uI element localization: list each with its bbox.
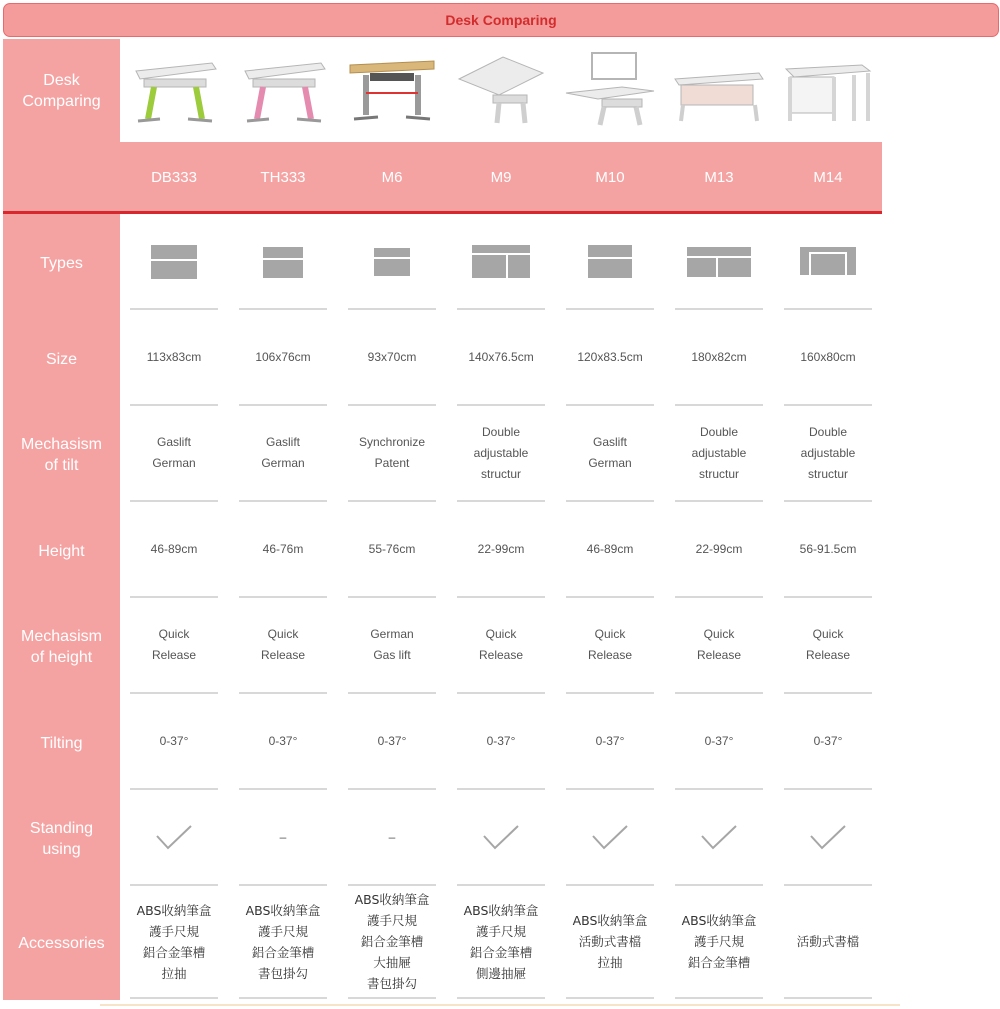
- row-separator: [675, 500, 763, 502]
- cell-line: Quick: [485, 627, 517, 641]
- cell-line: 拉抽: [161, 965, 187, 981]
- height_mech-cell: [348, 599, 436, 691]
- height_mech-cell: [675, 599, 763, 691]
- row-separator: [457, 308, 545, 310]
- cell-line: 護手尺規: [693, 934, 744, 949]
- row-separator: [457, 404, 545, 406]
- row-separator: [130, 596, 218, 598]
- not-available-dash: –: [388, 829, 396, 844]
- cell-line: 護手尺規: [366, 913, 417, 928]
- cell-line: German: [261, 456, 305, 470]
- desk-product-image: [126, 49, 222, 131]
- row-separator: [348, 997, 436, 999]
- cell-line: structur: [807, 466, 848, 481]
- row-separator: [784, 500, 872, 502]
- desk-product-image: [235, 49, 331, 131]
- row-separator: [457, 788, 545, 790]
- row-label-standing: Standing using: [29, 820, 94, 858]
- row-separator: [675, 404, 763, 406]
- row-separator: [566, 788, 654, 790]
- cell-line: adjustable: [473, 445, 529, 460]
- row-separator: [566, 404, 654, 406]
- cell-line: 鋁合金筆槽: [360, 934, 424, 949]
- desk-type-icon: [684, 241, 754, 281]
- cell-line: Quick: [267, 627, 299, 641]
- types-cell: [130, 215, 218, 307]
- desk-product-image: [344, 49, 440, 131]
- not-available-dash: –: [279, 829, 287, 844]
- height_mech-cell: [130, 599, 218, 691]
- row-separator: [130, 997, 218, 999]
- model-name: DB333: [151, 168, 197, 186]
- standing-cell: [239, 791, 327, 883]
- cell-line: 大抽屜: [373, 955, 411, 970]
- tilt-cell: [566, 407, 654, 499]
- row-separator: [566, 884, 654, 886]
- page-title: Desk Comparing: [445, 12, 557, 28]
- height-cell: 22-99cm: [477, 541, 525, 556]
- tilting-cell: 0-37°: [704, 733, 734, 748]
- height-cell: 55-76cm: [368, 541, 416, 556]
- tilt-cell: [348, 407, 436, 499]
- row-separator: [675, 788, 763, 790]
- bottom-divider: [100, 1004, 900, 1006]
- height-cell: 46-89cm: [586, 541, 634, 556]
- desk-type-icon: [793, 241, 863, 281]
- cell-line: 鋁合金筆槽: [251, 944, 315, 960]
- desk-type-icon: [248, 241, 318, 281]
- row-separator: [784, 884, 872, 886]
- cell-line: ABS收納筆盒: [136, 902, 212, 918]
- product-image-m10: [560, 42, 660, 138]
- tilting-cell: 0-37°: [813, 733, 843, 748]
- standing-cell: [130, 791, 218, 883]
- height-cell: 56-91.5cm: [799, 541, 857, 556]
- row-separator: [675, 308, 763, 310]
- cell-line: ABS收納筆盒: [681, 913, 757, 928]
- cell-line: Quick: [703, 627, 735, 641]
- row-separator: [348, 884, 436, 886]
- row-label-height-mechanism: Mechasism of height: [21, 628, 102, 666]
- height-cell: 22-99cm: [695, 541, 743, 556]
- tilting-cell: 0-37°: [377, 733, 407, 748]
- cell-line: 鋁合金筆槽: [687, 955, 751, 970]
- desk-product-image: [453, 49, 549, 131]
- row-separator: [784, 308, 872, 310]
- size-cell: 113x83cm: [146, 349, 202, 364]
- row-separator: [566, 500, 654, 502]
- tilting-cell: 0-37°: [268, 733, 298, 748]
- row-separator: [457, 692, 545, 694]
- row-label-accessories: Accessories: [18, 935, 105, 952]
- accessories-cell: [457, 887, 545, 996]
- cell-line: German: [370, 627, 414, 641]
- cell-line: 護手尺規: [257, 923, 308, 939]
- tilt-cell: [784, 407, 872, 499]
- height_mech-cell: [784, 599, 872, 691]
- cell-line: 鋁合金筆槽: [142, 944, 206, 960]
- standing-cell: [675, 791, 763, 883]
- model-name: M6: [381, 168, 403, 186]
- row-separator: [566, 596, 654, 598]
- accessories-cell: [566, 887, 654, 996]
- tilting-cell: 0-37°: [486, 733, 516, 748]
- row-separator: [239, 788, 327, 790]
- row-separator: [239, 500, 327, 502]
- tilt-cell: [239, 407, 327, 499]
- row-separator: [784, 596, 872, 598]
- cell-line: Release: [151, 648, 197, 662]
- row-separator: [457, 884, 545, 886]
- desk-type-icon: [575, 241, 645, 281]
- product-image-m9: [451, 42, 551, 138]
- size-cell: 93x70cm: [367, 349, 417, 364]
- row-separator: [130, 404, 218, 406]
- row-separator: [566, 997, 654, 999]
- desk-type-icon: [139, 241, 209, 281]
- cell-line: Gaslift: [156, 435, 191, 449]
- accessories-cell: [675, 887, 763, 996]
- row-separator: [457, 997, 545, 999]
- cell-line: Double: [808, 424, 848, 439]
- cell-line: 書包掛勾: [366, 976, 417, 991]
- product-image-m6: [342, 42, 442, 138]
- row-separator: [239, 404, 327, 406]
- cell-line: ABS收納筆盒: [463, 902, 539, 918]
- row-label-types: Types: [40, 254, 83, 272]
- check-icon: [808, 823, 848, 851]
- tilt-cell: [130, 407, 218, 499]
- size-cell: 180x82cm: [691, 349, 747, 364]
- standing-cell: [348, 791, 436, 883]
- title-banner: [3, 3, 999, 37]
- cell-line: ABS收納筆盒: [245, 902, 321, 918]
- check-icon: [699, 823, 739, 851]
- cell-line: Synchronize: [358, 435, 426, 449]
- cell-line: ABS收納筆盒: [572, 913, 648, 928]
- standing-cell: [566, 791, 654, 883]
- types-cell: [239, 215, 327, 307]
- row-separator: [784, 404, 872, 406]
- row-separator: [675, 692, 763, 694]
- cell-line: structur: [480, 466, 521, 481]
- cell-line: Quick: [158, 627, 190, 641]
- cell-line: Release: [478, 648, 524, 662]
- row-separator: [784, 997, 872, 999]
- row-separator: [784, 692, 872, 694]
- cell-line: Gaslift: [265, 435, 300, 449]
- row-separator: [239, 308, 327, 310]
- row-separator: [457, 500, 545, 502]
- desk-product-image: [671, 49, 767, 131]
- tilting-cell: 0-37°: [159, 733, 189, 748]
- check-icon: [481, 823, 521, 851]
- cell-line: 書包掛勾: [257, 965, 308, 981]
- row-label-tilting: Tilting: [40, 734, 83, 752]
- standing-cell: [457, 791, 545, 883]
- row-separator: [566, 308, 654, 310]
- product-image-th333: [233, 42, 333, 138]
- row-separator: [348, 308, 436, 310]
- types-cell: [675, 215, 763, 307]
- row-separator: [784, 788, 872, 790]
- cell-line: Release: [587, 648, 633, 662]
- cell-line: adjustable: [800, 445, 856, 460]
- row-separator: [348, 404, 436, 406]
- standing-cell: [784, 791, 872, 883]
- product-image-m13: [669, 42, 769, 138]
- row-separator: [239, 997, 327, 999]
- types-cell: [457, 215, 545, 307]
- cell-line: 護手尺規: [148, 923, 199, 939]
- cell-line: ABS收納筆盒: [354, 892, 430, 907]
- accessories-cell: [784, 887, 872, 996]
- check-icon: [154, 823, 194, 851]
- cell-line: Gaslift: [592, 435, 627, 449]
- cell-line: Double: [481, 424, 521, 439]
- row-separator: [566, 692, 654, 694]
- cell-line: 鋁合金筆槽: [469, 944, 533, 960]
- accessories-cell: [348, 887, 436, 996]
- cell-line: structur: [698, 466, 739, 481]
- row-separator: [675, 596, 763, 598]
- model-name: TH333: [260, 168, 306, 186]
- cell-line: Release: [260, 648, 306, 662]
- accessories-cell: [130, 887, 218, 996]
- row-separator: [239, 596, 327, 598]
- cell-line: German: [588, 456, 632, 470]
- height_mech-cell: [457, 599, 545, 691]
- row-separator: [130, 308, 218, 310]
- cell-line: Quick: [812, 627, 844, 641]
- row-separator: [348, 500, 436, 502]
- desk-type-icon: [357, 241, 427, 281]
- tilting-cell: 0-37°: [595, 733, 625, 748]
- desk-product-image: [780, 49, 876, 131]
- check-icon: [590, 823, 630, 851]
- model-name: M10: [595, 168, 625, 186]
- row-separator: [457, 596, 545, 598]
- cell-line: 護手尺規: [475, 923, 526, 939]
- row-separator: [675, 884, 763, 886]
- types-cell: [784, 215, 872, 307]
- header-label: Desk Comparing: [22, 71, 101, 110]
- row-label-tilt-mechanism: Mechasism of tilt: [21, 436, 102, 474]
- row-separator: [130, 788, 218, 790]
- cell-line: adjustable: [691, 445, 747, 460]
- cell-line: 側邊抽屜: [475, 965, 526, 981]
- product-image-m14: [778, 42, 878, 138]
- height-cell: 46-76m: [262, 541, 304, 556]
- cell-line: Gas lift: [373, 648, 411, 662]
- cell-line: Quick: [594, 627, 626, 641]
- cell-line: Release: [805, 648, 851, 662]
- desk-type-icon: [466, 241, 536, 281]
- cell-line: Patent: [374, 456, 410, 470]
- cell-line: 活動式書檔: [578, 934, 642, 949]
- size-cell: 160x80cm: [800, 349, 856, 364]
- height_mech-cell: [239, 599, 327, 691]
- row-separator: [130, 884, 218, 886]
- cell-line: Double: [699, 424, 739, 439]
- cell-line: 拉抽: [597, 955, 623, 970]
- row-label-size: Size: [45, 350, 78, 368]
- row-separator: [130, 500, 218, 502]
- accessories-cell: [239, 887, 327, 996]
- cell-line: Release: [696, 648, 742, 662]
- size-cell: 140x76.5cm: [468, 349, 534, 364]
- height-cell: 46-89cm: [150, 541, 198, 556]
- tilt-cell: [675, 407, 763, 499]
- model-name: M13: [704, 168, 734, 186]
- cell-line: 活動式書檔: [796, 934, 860, 949]
- row-separator: [675, 997, 763, 999]
- size-cell: 120x83.5cm: [577, 349, 643, 364]
- size-cell: 106x76cm: [255, 349, 311, 364]
- row-separator: [130, 692, 218, 694]
- desk-product-image: [562, 49, 658, 131]
- row-separator: [239, 692, 327, 694]
- row-separator: [348, 596, 436, 598]
- tilt-cell: [457, 407, 545, 499]
- types-cell: [348, 215, 436, 307]
- row-separator: [239, 884, 327, 886]
- row-label-height: Height: [38, 542, 85, 560]
- row-separator: [348, 692, 436, 694]
- height_mech-cell: [566, 599, 654, 691]
- cell-line: German: [152, 456, 196, 470]
- types-cell: [566, 215, 654, 307]
- product-image-db333: [124, 42, 224, 138]
- model-name: M9: [490, 168, 512, 186]
- row-separator: [348, 788, 436, 790]
- model-name: M14: [813, 168, 843, 186]
